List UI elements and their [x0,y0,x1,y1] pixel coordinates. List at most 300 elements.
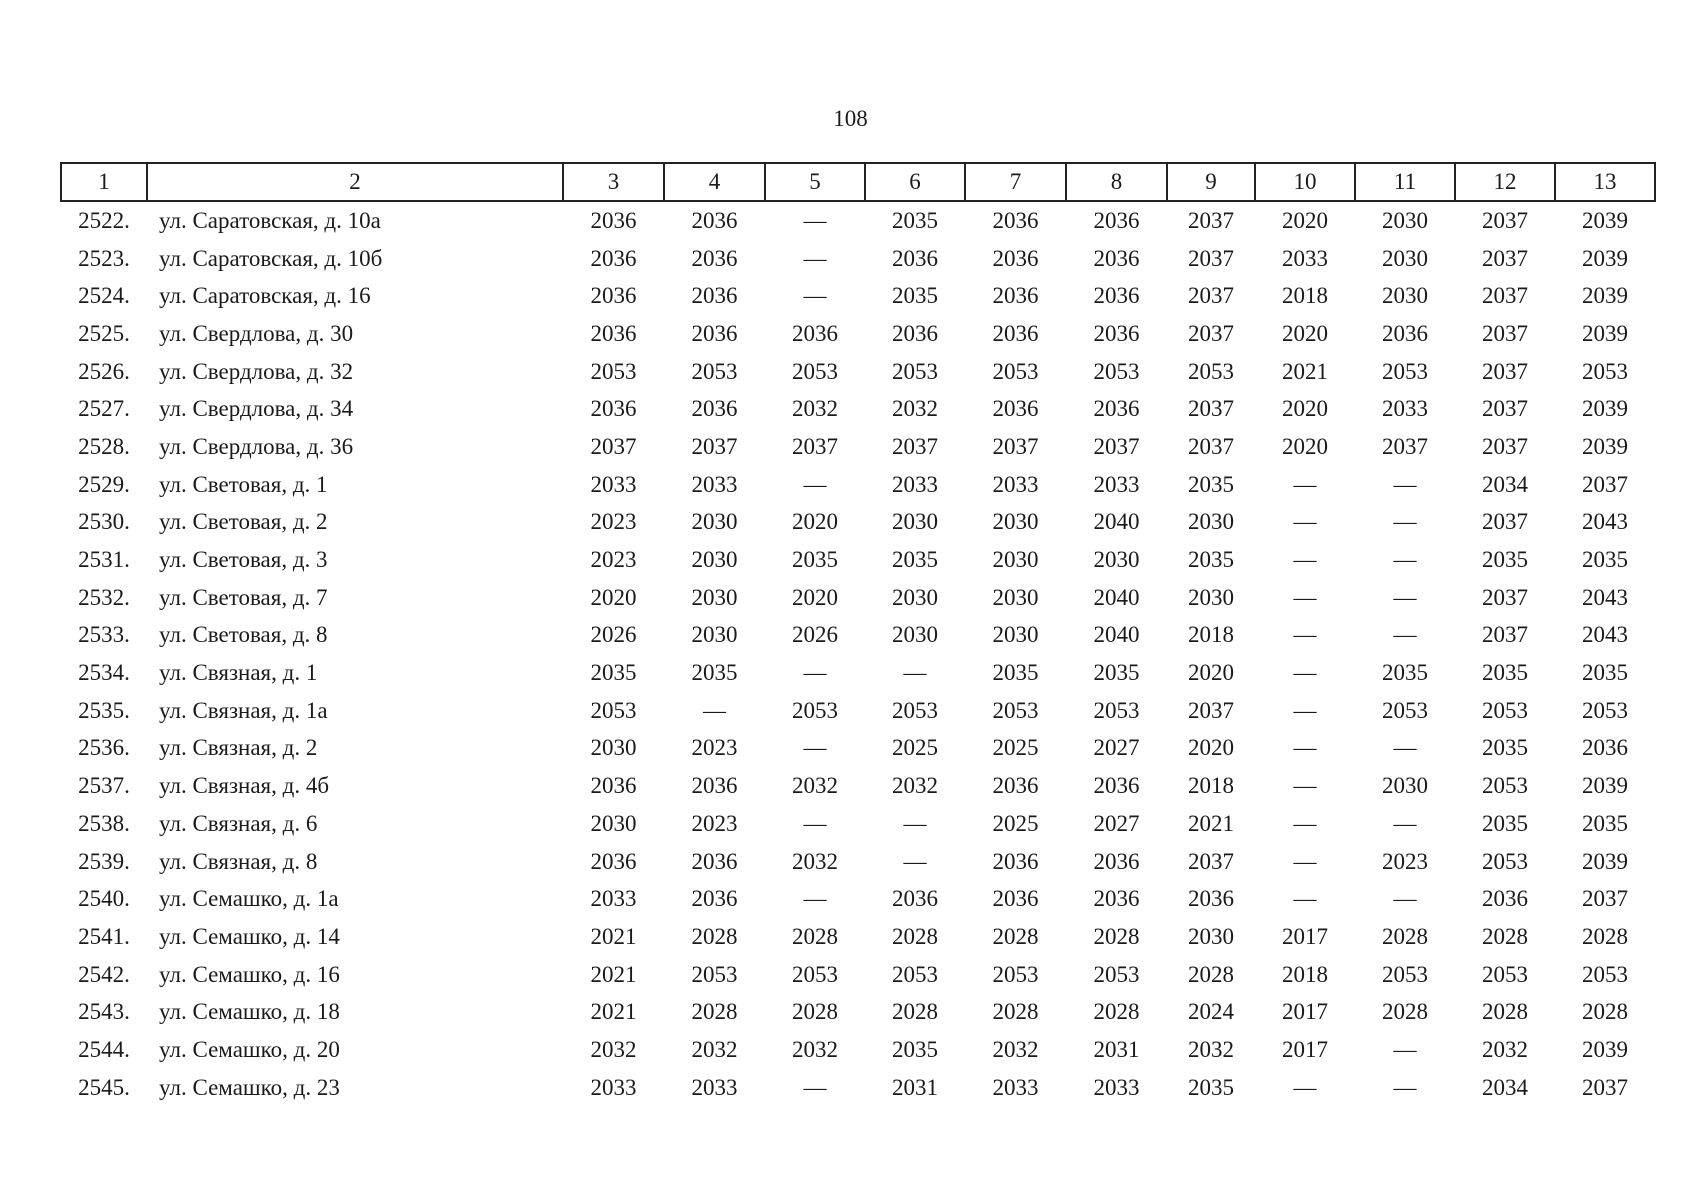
value-cell: — [1293,622,1317,648]
value-cell: 2037 [691,433,738,459]
value-cell: 2033 [590,886,637,912]
table-row [61,466,1655,504]
header-row [61,163,1655,201]
value-cell: 2036 [590,396,637,422]
value-cell: 2028 [892,999,938,1025]
value-cell: 2035 [1188,1074,1234,1100]
value-cell: — [1293,848,1317,874]
value-cell: 2036 [590,207,637,233]
value-cell: 2039 [1582,848,1628,874]
value-cell: 2020 [1188,735,1234,761]
value-cell: — [803,207,827,233]
value-cell: 2035 [590,660,637,686]
row-number: 2534. [78,660,130,686]
value-cell: 2025 [992,735,1039,761]
value-cell: 2034 [1482,1074,1528,1100]
value-cell: 2036 [992,283,1039,309]
value-cell: 2030 [590,810,637,836]
value-cell: — [1293,547,1317,573]
value-cell: 2053 [992,961,1039,987]
value-cell: 2037 [1188,320,1234,346]
value-cell: 2036 [1093,848,1140,874]
value-cell: 2039 [1582,433,1628,459]
column-header-2: 2 [147,163,563,201]
value-cell: — [1393,509,1417,535]
row-number: 2526. [78,358,130,384]
value-cell: 2053 [691,961,738,987]
value-cell: 2053 [1382,358,1428,384]
value-cell: 2031 [892,1074,938,1100]
value-cell: 2031 [1093,1036,1140,1062]
row-number: 2533. [78,622,130,648]
table-row [61,767,1655,805]
value-cell: 2030 [1382,207,1428,233]
value-cell: 2037 [1482,358,1528,384]
value-cell: 2035 [1482,547,1528,573]
column-header-8: 8 [1066,163,1167,201]
row-number: 2523. [78,245,130,271]
row-number: 2530. [78,509,130,535]
row-number: 2544. [78,1036,130,1062]
value-cell: 2033 [1382,396,1428,422]
row-number: 2535. [78,697,130,723]
value-cell: 2037 [992,433,1039,459]
value-cell: 2030 [1382,773,1428,799]
value-cell: 2036 [691,396,738,422]
value-cell: 2020 [1282,433,1328,459]
value-cell: 2039 [1582,283,1628,309]
row-number: 2537. [78,773,130,799]
value-cell: 2028 [1482,923,1528,949]
row-number: 2532. [78,584,130,610]
value-cell: 2053 [992,358,1039,384]
value-cell: 2036 [1582,735,1628,761]
value-cell: 2035 [691,660,738,686]
value-cell: 2037 [1482,584,1528,610]
value-cell: 2036 [992,320,1039,346]
value-cell: 2053 [1093,961,1140,987]
address-cell: ул. Связная, д. 1а [159,697,328,723]
value-cell: — [903,810,927,836]
row-number: 2538. [78,810,130,836]
row-number: 2542. [78,961,130,987]
value-cell: 2053 [892,358,938,384]
value-cell: 2028 [892,923,938,949]
value-cell: 2027 [1093,735,1140,761]
value-cell: — [803,810,827,836]
table-row [61,541,1655,579]
value-cell: 2020 [1282,320,1328,346]
value-cell: 2037 [1382,433,1428,459]
table-header [61,163,1655,201]
value-cell: 2030 [1382,283,1428,309]
value-cell: — [1293,471,1317,497]
value-cell: 2028 [1582,923,1628,949]
address-cell: ул. Семашко, д. 20 [159,1036,340,1062]
row-number: 2529. [78,471,130,497]
value-cell: 2035 [1582,810,1628,836]
table-row [61,201,1655,240]
value-cell: — [1293,509,1317,535]
value-cell: 2032 [1188,1036,1234,1062]
value-cell: 2033 [1093,1074,1140,1100]
value-cell: 2030 [892,622,938,648]
value-cell: 2032 [992,1036,1039,1062]
value-cell: 2053 [1188,358,1234,384]
row-number: 2524. [78,283,130,309]
value-cell: 2036 [1093,396,1140,422]
address-cell: ул. Семашко, д. 1а [159,886,339,912]
value-cell: 2018 [1282,283,1328,309]
value-cell: 2036 [691,283,738,309]
value-cell: 2035 [892,547,938,573]
table-row [61,579,1655,617]
value-cell: — [1293,697,1317,723]
value-cell: 2023 [1382,848,1428,874]
address-cell: ул. Световая, д. 1 [159,471,328,497]
value-cell: — [1293,735,1317,761]
table-row [61,1069,1655,1107]
value-cell: 2035 [892,283,938,309]
address-cell: ул. Семашко, д. 14 [159,923,340,949]
value-cell: 2036 [992,886,1039,912]
table-body [61,201,1655,1107]
value-cell: 2035 [1482,660,1528,686]
row-number: 2540. [78,886,130,912]
column-header-7: 7 [965,163,1066,201]
value-cell: 2040 [1093,509,1140,535]
address-cell: ул. Связная, д. 2 [159,735,318,761]
value-cell: — [903,848,927,874]
value-cell: 2028 [1482,999,1528,1025]
address-cell: ул. Связная, д. 4б [159,773,330,799]
value-cell: — [803,245,827,271]
value-cell: 2036 [992,245,1039,271]
value-cell: 2033 [992,471,1039,497]
value-cell: — [803,660,827,686]
value-cell: — [803,735,827,761]
value-cell: 2037 [1482,433,1528,459]
value-cell: 2036 [992,207,1039,233]
value-cell: 2030 [691,584,738,610]
value-cell: 2036 [691,848,738,874]
value-cell: 2037 [1093,433,1140,459]
value-cell: — [903,660,927,686]
value-cell: 2043 [1582,622,1628,648]
address-cell: ул. Световая, д. 3 [159,547,328,573]
value-cell: 2023 [590,509,637,535]
row-number: 2541. [78,923,130,949]
value-cell: 2043 [1582,509,1628,535]
address-cell: ул. Саратовская, д. 16 [159,283,371,309]
value-cell: 2021 [590,999,637,1025]
value-cell: 2033 [992,1074,1039,1100]
row-number: 2543. [78,999,130,1025]
column-header-10: 10 [1255,163,1355,201]
table-row [61,240,1655,278]
value-cell: 2035 [892,207,938,233]
row-number: 2522. [78,207,130,233]
table-row [61,880,1655,918]
value-cell: 2036 [590,283,637,309]
value-cell: — [1293,773,1317,799]
value-cell: 2030 [992,622,1039,648]
value-cell: 2036 [590,320,637,346]
value-cell: 2028 [691,923,738,949]
value-cell: 2030 [691,622,738,648]
address-cell: ул. Световая, д. 2 [159,509,328,535]
value-cell: 2053 [992,697,1039,723]
address-cell: ул. Семашко, д. 16 [159,961,340,987]
value-cell: 2032 [792,396,838,422]
table-row [61,805,1655,843]
value-cell: 2028 [691,999,738,1025]
page-number: 108 [833,106,868,131]
column-header-4: 4 [664,163,765,201]
table-row [61,428,1655,466]
value-cell: — [1393,1036,1417,1062]
value-cell: 2036 [892,245,938,271]
value-cell: 2036 [691,207,738,233]
value-cell: 2036 [892,320,938,346]
value-cell: 2036 [691,320,738,346]
address-cell: ул. Семашко, д. 23 [159,1074,340,1100]
value-cell: 2037 [1188,848,1234,874]
row-number: 2545. [78,1074,130,1100]
value-cell: 2033 [590,471,637,497]
value-cell: 2035 [1582,547,1628,573]
value-cell: 2036 [1093,283,1140,309]
value-cell: 2036 [992,773,1039,799]
value-cell: 2020 [1282,396,1328,422]
column-header-11: 11 [1355,163,1455,201]
table-row [61,692,1655,730]
value-cell: — [1393,810,1417,836]
value-cell: 2039 [1582,320,1628,346]
column-header-5: 5 [765,163,865,201]
value-cell: 2017 [1282,999,1328,1025]
value-cell: 2035 [992,660,1039,686]
row-number: 2531. [78,547,130,573]
value-cell: 2028 [792,923,838,949]
value-cell: 2036 [992,848,1039,874]
value-cell: 2036 [1093,207,1140,233]
value-cell: 2053 [792,961,838,987]
value-cell: 2039 [1582,245,1628,271]
value-cell: 2030 [892,509,938,535]
value-cell: 2028 [1382,999,1428,1025]
value-cell: 2039 [1582,773,1628,799]
value-cell: 2030 [1188,923,1234,949]
value-cell: 2037 [1188,433,1234,459]
value-cell: 2035 [1188,547,1234,573]
value-cell: — [1293,810,1317,836]
value-cell: — [803,283,827,309]
value-cell: — [1393,1074,1417,1100]
value-cell: 2036 [1093,245,1140,271]
column-header-13: 13 [1555,163,1655,201]
table-row [61,315,1655,353]
value-cell: 2032 [892,396,938,422]
value-cell: — [803,886,827,912]
value-cell: — [1393,735,1417,761]
value-cell: 2037 [792,433,838,459]
value-cell: 2040 [1093,584,1140,610]
value-cell: 2037 [1482,320,1528,346]
row-number: 2528. [78,433,130,459]
value-cell: 2036 [691,886,738,912]
value-cell: 2032 [792,773,838,799]
value-cell: 2030 [1188,509,1234,535]
value-cell: 2053 [792,697,838,723]
value-cell: 2021 [590,923,637,949]
value-cell: 2020 [1188,660,1234,686]
row-number: 2539. [78,848,130,874]
table-row [61,504,1655,542]
value-cell: — [1293,584,1317,610]
value-cell: 2030 [691,509,738,535]
value-cell: 2030 [1188,584,1234,610]
value-cell: 2033 [1093,471,1140,497]
value-cell: 2053 [892,697,938,723]
value-cell: 2036 [792,320,838,346]
value-cell: 2020 [590,584,637,610]
table-row [61,843,1655,881]
address-cell: ул. Световая, д. 7 [159,584,328,610]
value-cell: 2017 [1282,923,1328,949]
value-cell: 2039 [1582,1036,1628,1062]
value-cell: 2037 [1482,245,1528,271]
value-cell: — [1293,1074,1317,1100]
table-row [61,956,1655,994]
address-cell: ул. Саратовская, д. 10б [159,245,383,271]
value-cell: 2032 [1482,1036,1528,1062]
table-row [61,277,1655,315]
value-cell: 2032 [590,1036,637,1062]
column-header-1: 1 [61,163,147,201]
value-cell: 2028 [1382,923,1428,949]
value-cell: 2035 [1582,660,1628,686]
value-cell: 2036 [1093,320,1140,346]
value-cell: 2037 [892,433,938,459]
value-cell: 2037 [1482,207,1528,233]
value-cell: 2026 [590,622,637,648]
value-cell: 2018 [1188,773,1234,799]
value-cell: 2025 [992,810,1039,836]
value-cell: — [1393,547,1417,573]
value-cell: 2034 [1482,471,1528,497]
value-cell: 2021 [1188,810,1234,836]
value-cell: 2053 [792,358,838,384]
value-cell: 2025 [892,735,938,761]
value-cell: 2037 [1482,509,1528,535]
address-cell: ул. Связная, д. 6 [159,810,318,836]
value-cell: 2053 [1582,961,1628,987]
value-cell: 2021 [1282,358,1328,384]
value-cell: 2053 [1482,773,1528,799]
value-cell: — [1293,886,1317,912]
value-cell: 2037 [1582,1074,1628,1100]
value-cell: 2023 [691,735,738,761]
value-cell: 2035 [1093,660,1140,686]
value-cell: 2053 [1382,697,1428,723]
value-cell: 2030 [1093,547,1140,573]
address-cell: ул. Световая, д. 8 [159,622,328,648]
value-cell: 2030 [992,509,1039,535]
value-cell: 2024 [1188,999,1234,1025]
value-cell: 2053 [1482,848,1528,874]
table-row [61,617,1655,655]
table-row [61,353,1655,391]
value-cell: 2030 [992,547,1039,573]
value-cell: 2020 [792,509,838,535]
value-cell: 2036 [892,886,938,912]
value-cell: 2035 [792,547,838,573]
value-cell: 2053 [1093,358,1140,384]
value-cell: 2028 [1093,999,1140,1025]
value-cell: 2035 [1482,735,1528,761]
table-row [61,390,1655,428]
address-cell: ул. Связная, д. 8 [159,848,318,874]
value-cell: 2023 [691,810,738,836]
value-cell: 2037 [1482,283,1528,309]
value-cell: 2035 [1188,471,1234,497]
value-cell: 2030 [691,547,738,573]
address-cell: ул. Свердлова, д. 36 [159,433,354,459]
value-cell: 2033 [691,1074,738,1100]
value-cell: 2017 [1282,1036,1328,1062]
address-cell: ул. Семашко, д. 18 [159,999,340,1025]
row-number: 2525. [78,320,130,346]
value-cell: 2037 [1188,697,1234,723]
value-cell: 2037 [1482,396,1528,422]
address-cell: ул. Свердлова, д. 32 [159,358,354,384]
value-cell: 2028 [992,923,1039,949]
value-cell: 2030 [590,735,637,761]
value-cell: 2028 [1582,999,1628,1025]
value-cell: 2030 [1382,245,1428,271]
value-cell: — [1293,660,1317,686]
value-cell: 2053 [1093,697,1140,723]
value-cell: 2018 [1282,961,1328,987]
value-cell: 2018 [1188,622,1234,648]
value-cell: 2039 [1582,207,1628,233]
value-cell: — [1393,886,1417,912]
value-cell: 2028 [792,999,838,1025]
value-cell: 2037 [1582,886,1628,912]
table-row [61,1031,1655,1069]
value-cell: 2032 [792,848,838,874]
value-cell: 2033 [691,471,738,497]
value-cell: 2053 [590,697,637,723]
value-cell: — [803,1074,827,1100]
value-cell: 2030 [992,584,1039,610]
value-cell: — [1393,622,1417,648]
value-cell: 2053 [892,961,938,987]
value-cell: 2021 [590,961,637,987]
value-cell: 2036 [1093,886,1140,912]
data-table [60,162,1656,1107]
address-cell: ул. Саратовская, д. 10а [159,207,381,233]
table-row [61,918,1655,956]
value-cell: 2036 [691,245,738,271]
table-row [61,654,1655,692]
value-cell: 2053 [1482,697,1528,723]
value-cell: 2036 [590,245,637,271]
value-cell: 2036 [691,773,738,799]
column-header-3: 3 [563,163,664,201]
value-cell: 2020 [792,584,838,610]
